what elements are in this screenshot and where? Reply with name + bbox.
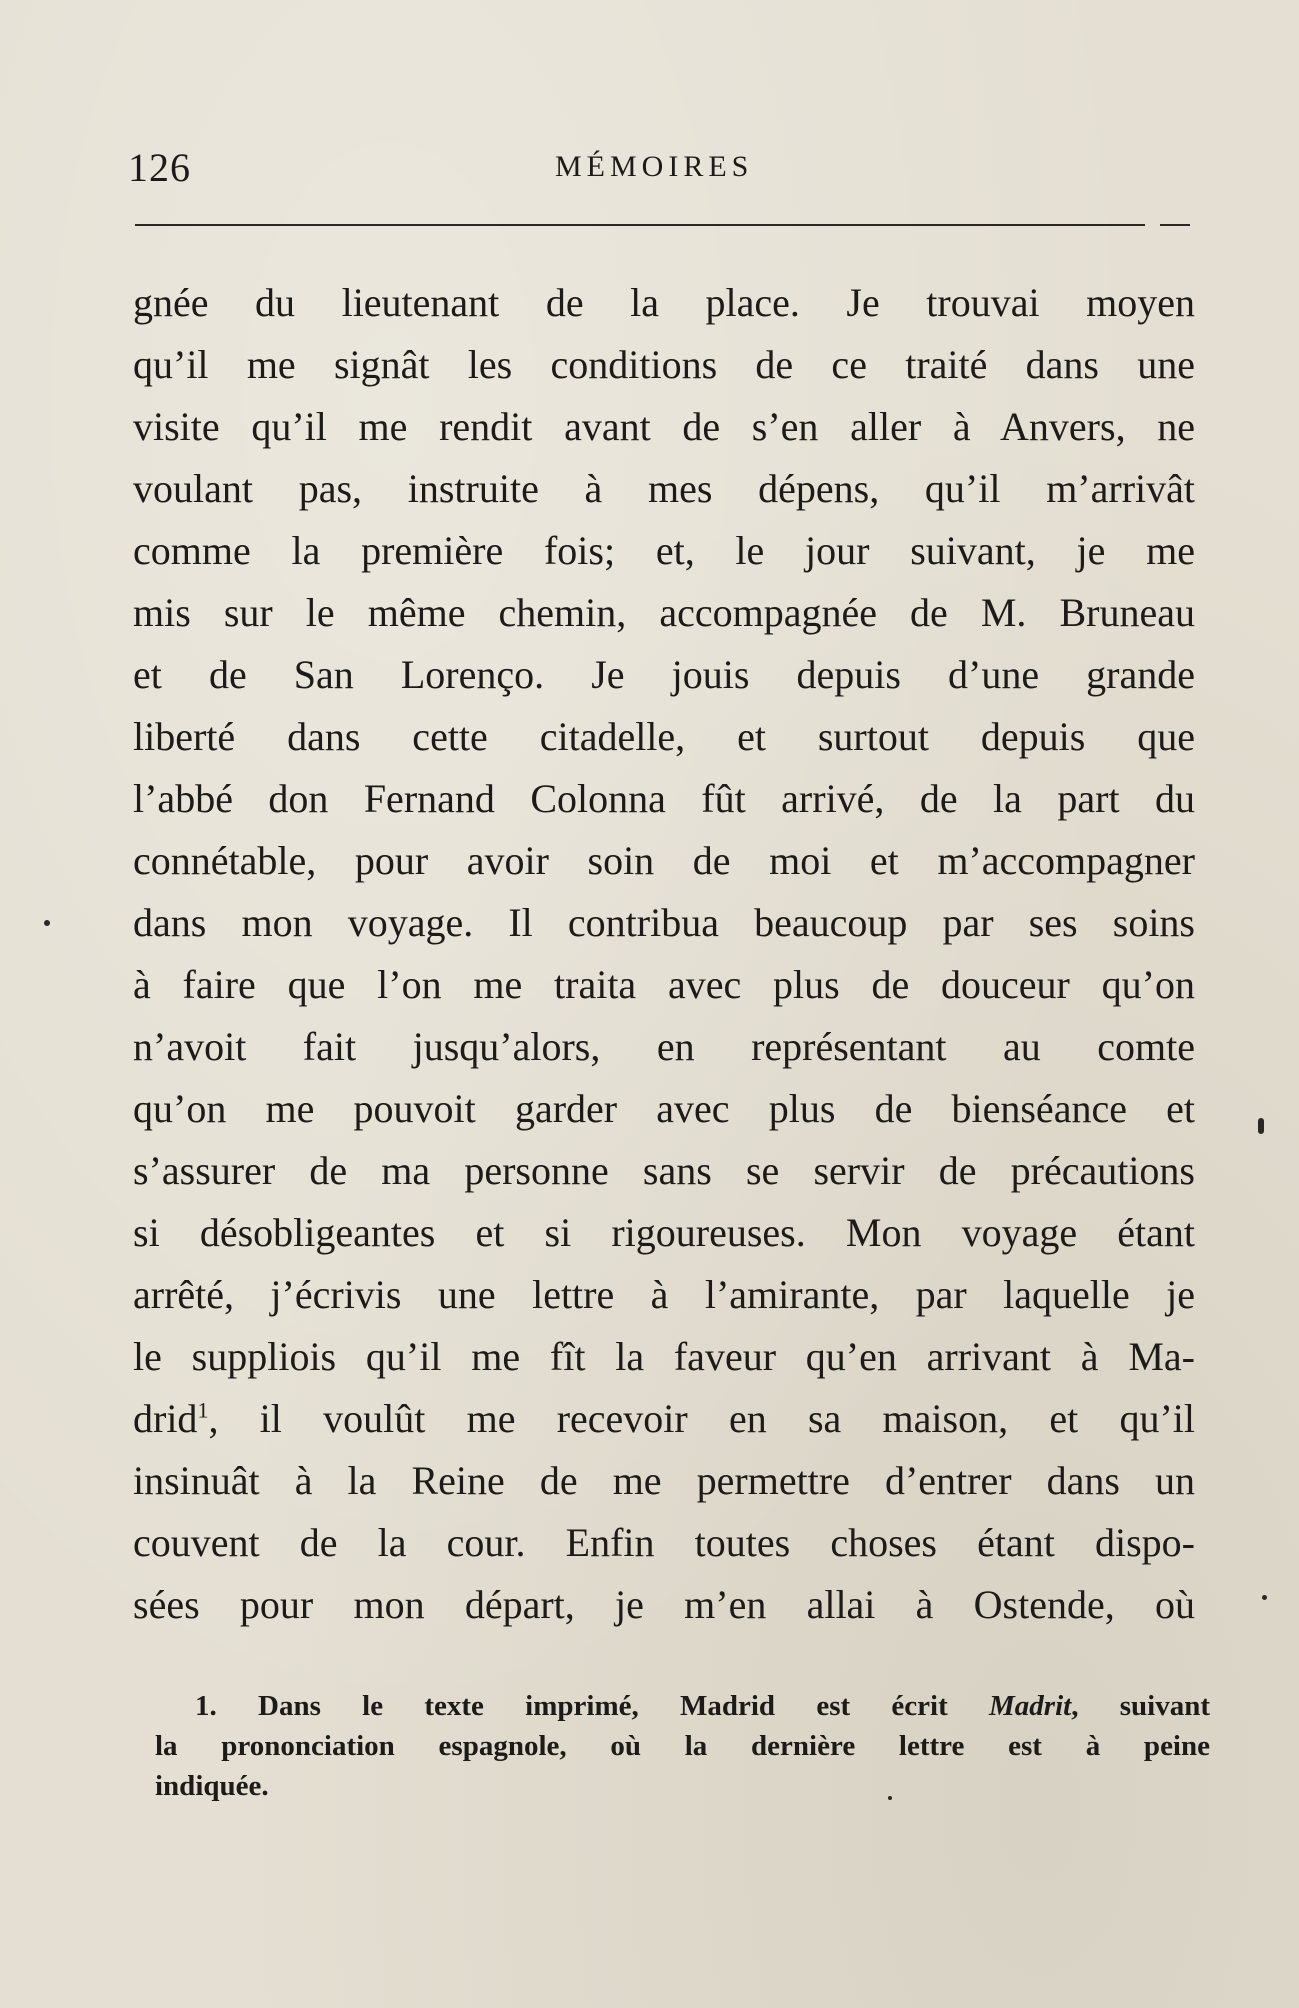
text-line: l’abbé don Fernand Colonna fût arrivé, de la part du	[133, 776, 1195, 821]
text-line: à faire que l’on me traita avec plus de douceur qu’on	[133, 962, 1195, 1007]
text-line: comme la première fois; et, le jour suivant, je me	[133, 528, 1195, 573]
footnote-line: indiquée.	[155, 1770, 269, 1802]
text-line: dans mon voyage. Il contribua beaucoup par ses soins	[133, 900, 1195, 945]
text-line: mis sur le même chemin, accompagnée de M. Bruneau	[133, 590, 1195, 635]
paper-speck	[44, 920, 50, 926]
text-line: visite qu’il me rendit avant de s’en aller à Anvers, ne	[133, 404, 1195, 449]
text-line: qu’il me signât les conditions de ce traité dans une	[133, 342, 1195, 387]
paper-speck	[888, 1796, 892, 1800]
footnote-segment: , suivant	[1071, 1690, 1210, 1722]
running-title: MÉMOIRES	[555, 150, 754, 183]
header-rule-tail	[1160, 224, 1190, 226]
text-line: si désobligeantes et si rigoureuses. Mon voyage étant	[133, 1210, 1195, 1255]
paper-speck	[1258, 1118, 1264, 1134]
running-head	[0, 140, 1299, 200]
text-line: arrêté, j’écrivis une lettre à l’amirante, par laquelle je	[133, 1272, 1195, 1317]
paper-speck	[1262, 1595, 1267, 1600]
footnote-segment: 1. Dans le texte imprimé, Madrid est écrit	[195, 1690, 990, 1722]
footnote-line: la prononciation espagnole, où la dernière lettre est à peine	[155, 1730, 1210, 1762]
footnote-line	[155, 1686, 1210, 1726]
text-line: gnée du lieutenant de la place. Je trouvai moyen	[133, 280, 1195, 325]
header-rule	[135, 224, 1145, 226]
text-line: n’avoit fait jusqu’alors, en représentant au comte	[133, 1024, 1195, 1069]
footnote	[155, 1686, 1210, 1806]
text-line: connétable, pour avoir soin de moi et m’accompagner	[133, 838, 1195, 883]
text-line: le suppliois qu’il me fît la faveur qu’en arrivant à Ma-	[133, 1334, 1195, 1379]
text-line: insinuât à la Reine de me permettre d’entrer dans un	[133, 1458, 1195, 1503]
text-line: s’assurer de ma personne sans se servir de précautions	[133, 1148, 1195, 1193]
footnote-italic-word: Madrit	[989, 1690, 1072, 1722]
page-number: 126	[128, 145, 191, 190]
text-segment: , il voulût me recevoir en sa maison, et qu’il	[208, 1396, 1195, 1441]
text-line: et de San Lorenço. Je jouis depuis d’une grande	[133, 652, 1195, 697]
text-line-with-footnote-ref	[133, 1388, 1195, 1450]
text-line: couvent de la cour. Enfin toutes choses étant dispo-	[133, 1520, 1195, 1565]
text-segment: drid	[133, 1396, 198, 1441]
text-line: sées pour mon départ, je m’en allai à Ostende, où	[133, 1582, 1195, 1627]
text-line: voulant pas, instruite à mes dépens, qu’il m’arrivât	[133, 466, 1195, 511]
text-line: qu’on me pouvoit garder avec plus de bienséance et	[133, 1086, 1195, 1131]
footnote-reference: 1	[197, 1397, 209, 1423]
text-line: liberté dans cette citadelle, et surtout depuis que	[133, 714, 1195, 759]
body-text	[133, 272, 1195, 1636]
